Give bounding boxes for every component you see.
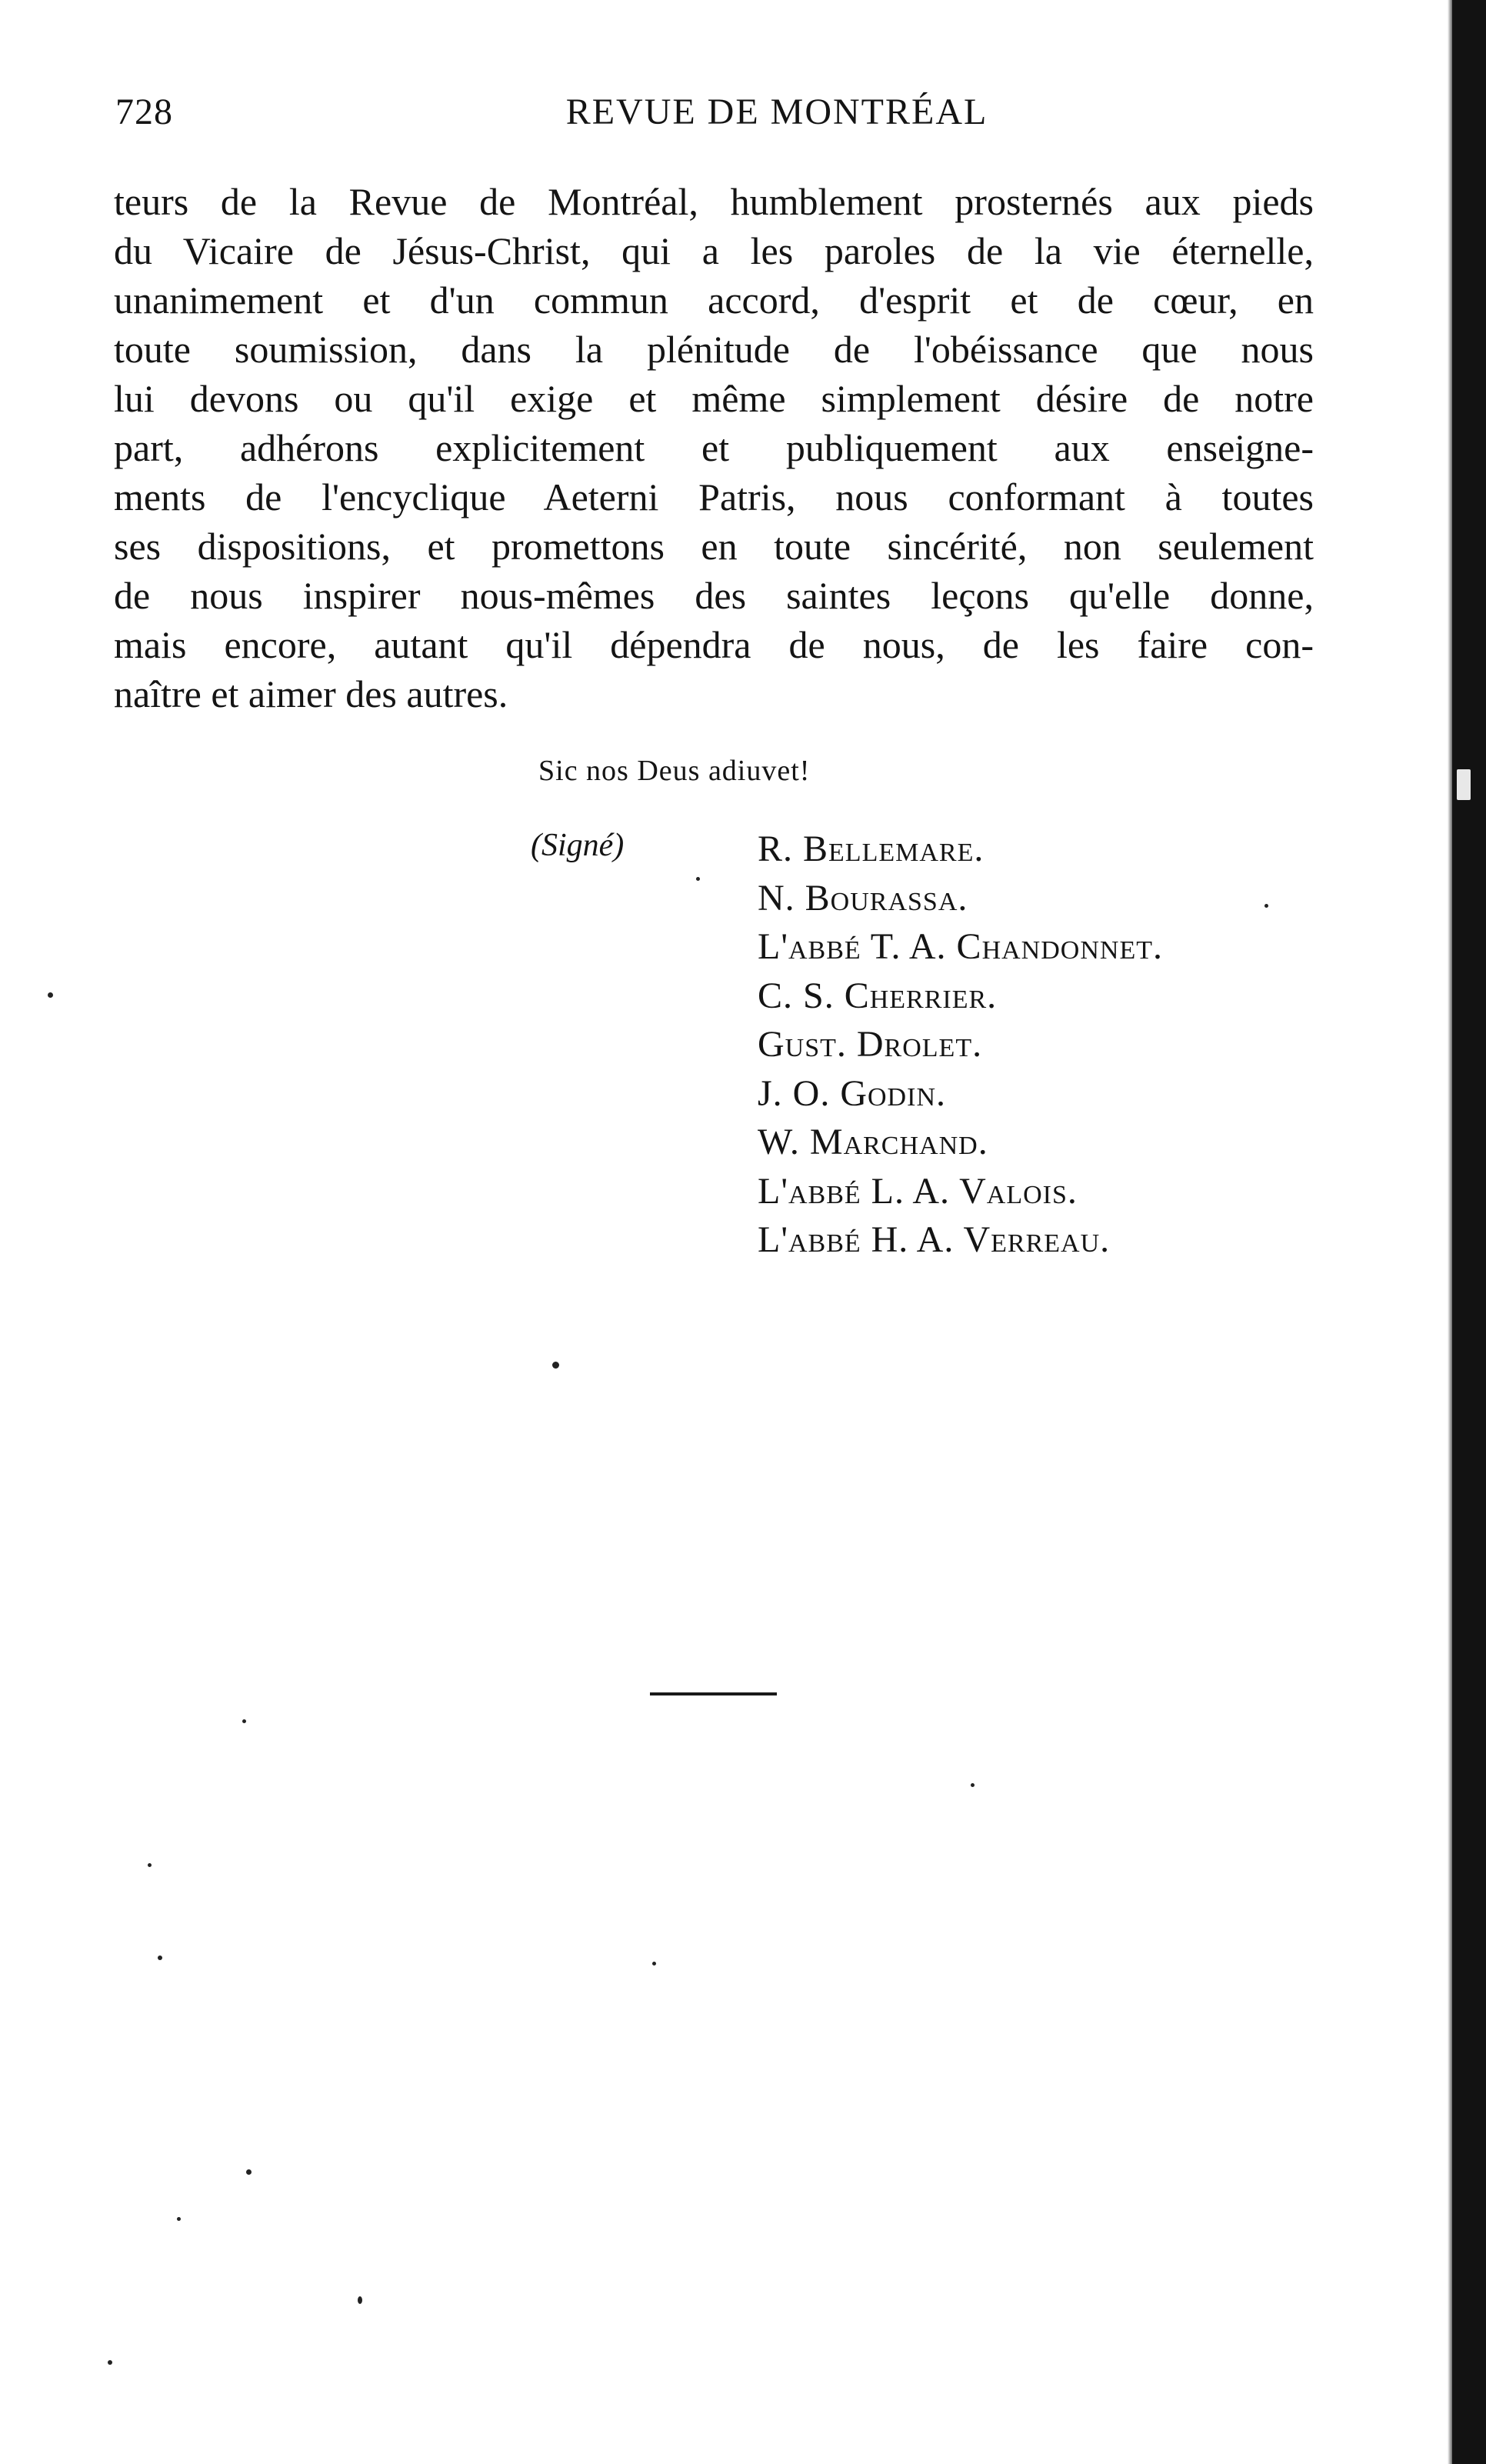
page-number: 728 — [115, 92, 173, 132]
body-line: lui devons ou qu'il exige et même simplement désire de notre — [114, 377, 1314, 420]
scan-speck — [242, 1719, 246, 1723]
signatory: L'abbé T. A. Chandonnet. — [758, 926, 1163, 967]
body-line: part, adhérons explicitement et publiquement aux enseigne- — [114, 426, 1314, 469]
signatory: L'abbé H. A. Verreau. — [758, 1219, 1111, 1260]
scan-speck — [696, 877, 700, 881]
signatory: W. Marchand. — [758, 1122, 988, 1162]
signatory: N. Bourassa. — [758, 877, 968, 919]
scan-speck — [48, 992, 53, 998]
signatory: C. S. Cherrier. — [758, 975, 998, 1016]
body-line: mais encore, autant qu'il dépendra de nous, de les faire con- — [114, 623, 1314, 666]
section-divider-rule — [650, 1692, 777, 1695]
signatory: L'abbé L. A. Valois. — [758, 1170, 1078, 1212]
body-line: ments de l'encyclique Aeterni Patris, nous conformant à toutes — [114, 475, 1314, 518]
body-line: ses dispositions, et promettons en toute sincérité, non seulement — [114, 525, 1314, 568]
body-line: de nous inspirer nous-mêmes des saintes leçons qu'elle donne, — [114, 574, 1314, 617]
signatory: R. Bellemare. — [758, 829, 985, 869]
body-paragraph — [114, 177, 1314, 719]
scan-speck — [177, 2217, 181, 2221]
signatory-list — [758, 825, 1163, 1265]
scan-speck — [358, 2296, 362, 2304]
signatory: Gust. Drolet. — [758, 1024, 983, 1065]
scan-speck — [552, 1362, 559, 1369]
page-edge-shadow — [1452, 0, 1486, 2464]
closing-motto: Sic nos Deus adiuvet! — [538, 755, 811, 787]
journal-title: REVUE DE MONTRÉAL — [565, 92, 988, 132]
signatory: J. O. Godin. — [758, 1072, 946, 1114]
body-line: du Vicaire de Jésus-Christ, qui a les paroles de la vie éternelle, — [114, 229, 1314, 272]
signed-label: (Signé) — [531, 828, 625, 863]
running-head — [115, 91, 1315, 145]
body-line: naître et aimer des autres. — [114, 672, 508, 715]
scan-speck — [1264, 904, 1268, 908]
body-line: toute soumission, dans la plénitude de l'obéissance que nous — [114, 328, 1314, 371]
scan-speck — [108, 2360, 112, 2365]
scan-speck — [652, 1962, 656, 1966]
scan-speck — [246, 2169, 252, 2175]
scan-speck — [158, 1956, 162, 1960]
body-line: unanimement et d'un commun accord, d'esprit et de cœur, en — [114, 278, 1314, 322]
scan-speck — [148, 1863, 152, 1867]
body-line: teurs de la Revue de Montréal, humblement prosternés aux pieds — [114, 180, 1314, 223]
scan-speck — [971, 1783, 975, 1787]
